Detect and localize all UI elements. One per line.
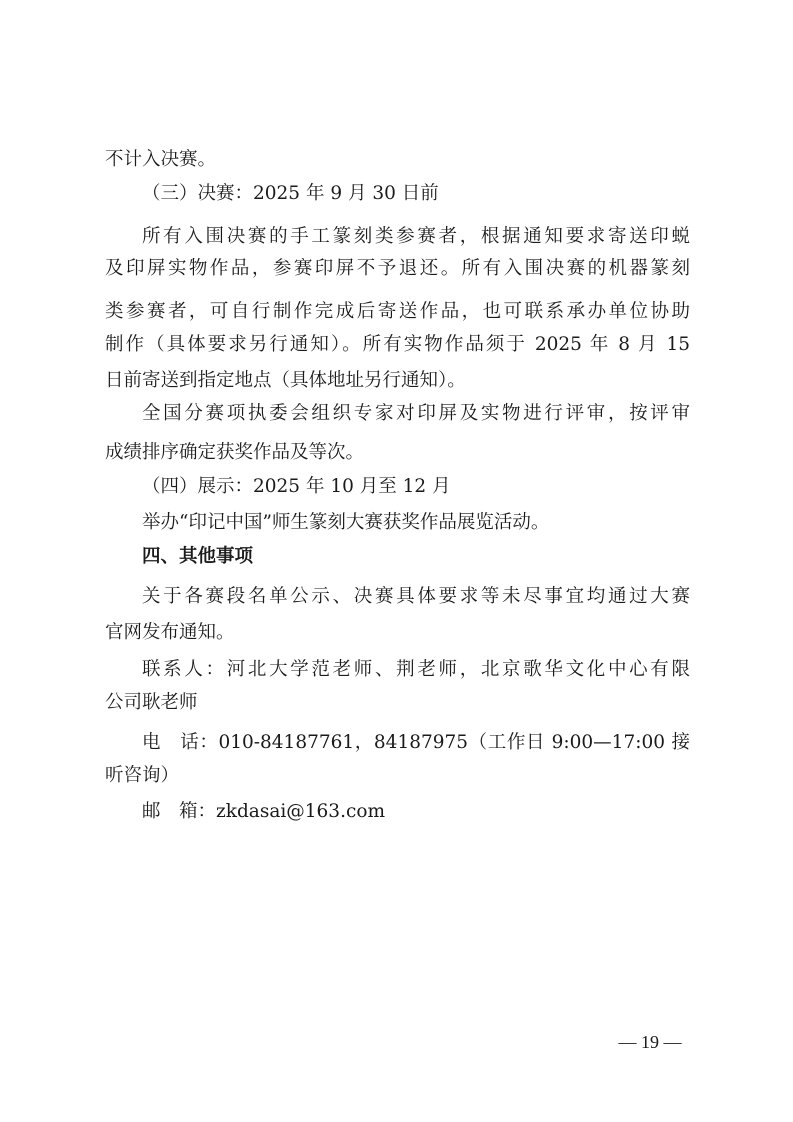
section-subheading: （三）决赛：2025 年 9 月 30 日前: [142, 183, 439, 204]
body-line: 类参赛者，可自行制作完成后寄送作品，也可联系承办单位协助: [105, 301, 690, 322]
body-line: 及印屏实物作品，参赛印屏不予退还。所有入围决赛的机器篆刻: [105, 258, 690, 279]
contact-email: 邮 箱：zkdasai@163.com: [142, 801, 386, 822]
body-line: 制作（具体要求另行通知）。所有实物作品须于 2025 年 8 月 15: [105, 334, 690, 355]
body-line: 举办“印记中国”师生篆刻大赛获奖作品展览活动。: [142, 512, 550, 533]
body-line: 听咨询）: [105, 765, 180, 786]
body-line: 不计入决赛。: [105, 149, 217, 170]
contact-person: 联系人：河北大学范老师、荆老师，北京歌华文化中心有限: [142, 659, 690, 680]
page-number: — 19 —: [618, 1032, 682, 1052]
body-line: 所有入围决赛的手工篆刻类参赛者，根据通知要求寄送印蜕: [142, 226, 690, 247]
body-line: 日前寄送到指定地点（具体地址另行通知）。: [105, 370, 466, 391]
body-line: 成绩排序确定获奖作品及等次。: [105, 442, 365, 463]
body-line: 关于各赛段名单公示、决赛具体要求等未尽事宜均通过大赛: [142, 586, 690, 607]
body-line: 官网发布通知。: [105, 622, 235, 643]
body-line: 全国分赛项执委会组织专家对印屏及实物进行评审，按评审: [142, 403, 690, 424]
body-line: 公司耿老师: [105, 692, 198, 713]
contact-phone: 电 话：010-84187761，84187975（工作日 9:00—17:00 接: [142, 732, 690, 753]
section-heading: 四、其他事项: [142, 546, 254, 567]
section-subheading: （四）展示：2025 年 10 月至 12 月: [142, 476, 451, 497]
